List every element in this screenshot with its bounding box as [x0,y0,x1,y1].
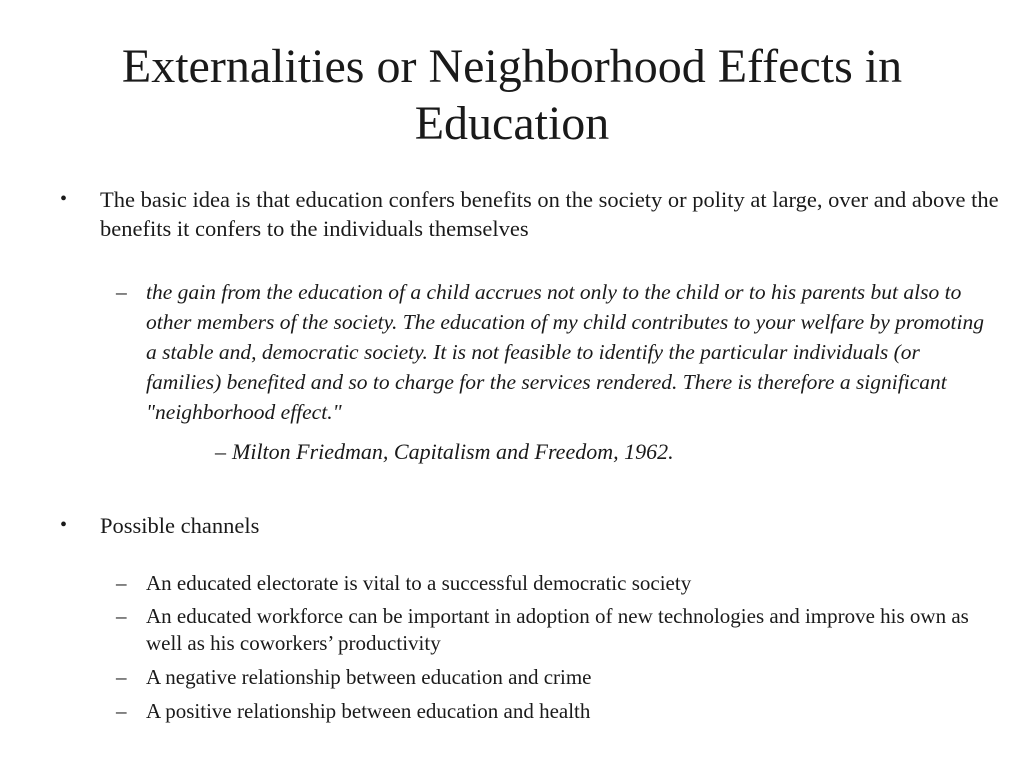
dash-marker: – [116,665,127,689]
dash-marker: – [215,439,226,464]
dash-marker: – [116,571,127,595]
attribution-text: Milton Friedman, Capitalism and Freedom, 1962. [232,439,674,464]
bullet-item [60,185,1000,243]
channel-text: A negative relationship between education and crime [146,665,592,689]
channel-item [116,570,996,597]
dash-marker: – [116,699,127,723]
slide-title: Externalities or Neighborhood Effects in Education [121,40,903,150]
bullet-marker: • [60,188,68,210]
bullet-marker: • [60,514,68,536]
channel-item [116,698,996,725]
channel-text: An educated electorate is vital to a successful democratic society [146,571,692,595]
channel-item [116,664,996,691]
channel-text: A positive relationship between education and health [146,699,591,723]
bullet-item [60,511,1000,540]
dash-marker: – [116,604,127,628]
channel-text: An educated workforce can be important in adoption of new technologies and improve his own as well as his coworkers’ productivity [146,604,969,655]
channel-item [116,603,996,657]
bullet-text: The basic idea is that education confers benefits on the society or polity at large, over and above the benefits it confers to the individuals themselves [100,187,999,241]
quote-item [116,277,996,427]
quote-attribution [215,437,915,467]
bullet-text: Possible channels [100,513,260,538]
quote-text: the gain from the education of a child accrues not only to the child or to his parents but also to other members of the society. The education of my child contributes to your welfare by promoting a stable and, democratic society. It is not feasible to identify the particular individuals (or families) benefited and so to charge for the services rendered. There is therefore a significant "neighborhood effect." [146,280,984,424]
dash-marker: – [116,280,127,304]
